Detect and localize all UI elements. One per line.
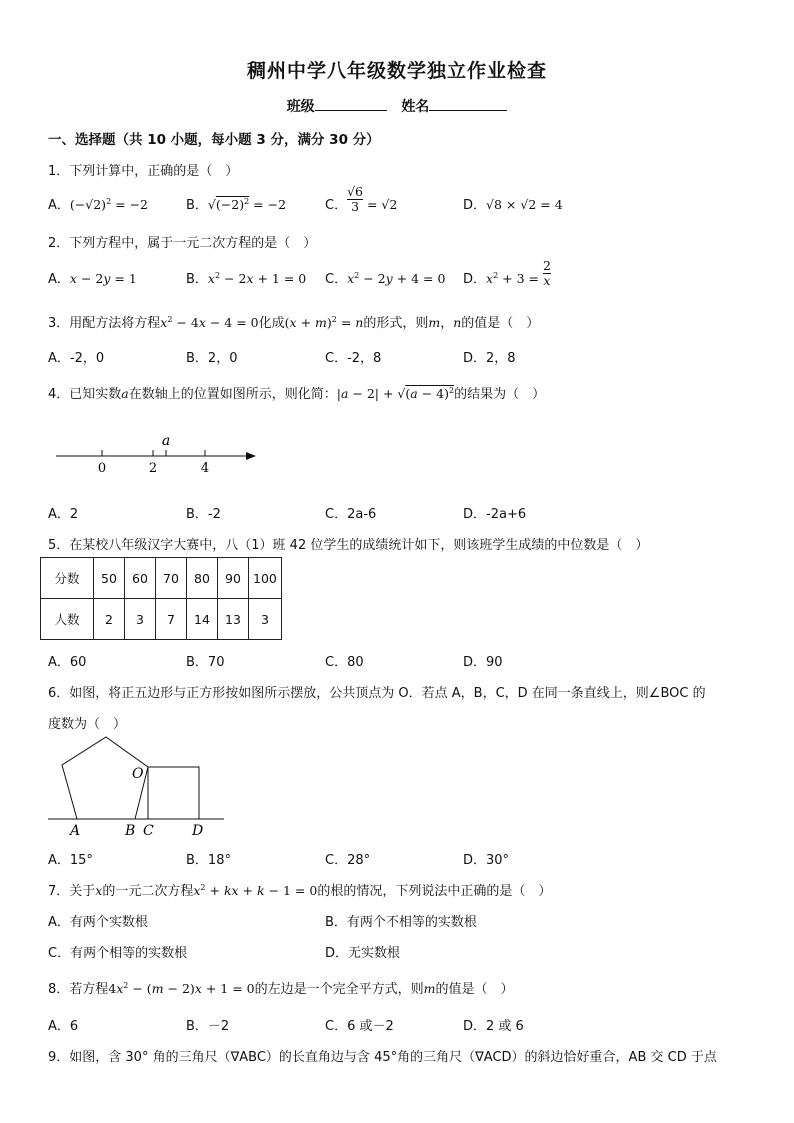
q6-option-d: D．30° — [463, 853, 510, 868]
label-a: A — [70, 823, 81, 839]
question-9-stem: 9．如图，含 30° 角的三角尺（∇ABC）的长直角边与含 45°角的三角尺（∇ACD）的斜边恰好重合，AB 交 CD 于点 — [48, 1050, 717, 1065]
class-name-line — [0, 96, 794, 116]
question-3-stem: 3．用配方法将方程$x^2 - 4x - 4 = 0$化成$(x + m)^2 = n$的形式，则m，n的值是（ ） — [48, 314, 540, 331]
section-heading: 一、选择题（共 10 小题，每小题 3 分，满分 30 分） — [48, 132, 380, 148]
table-cell: 分数 — [41, 558, 94, 599]
table-cell: 13 — [218, 599, 249, 640]
q4-option-c: C．2a-6 — [325, 507, 377, 522]
q5-option-d: D．90 — [463, 655, 503, 670]
q7-option-d: D．无实数根 — [325, 946, 401, 961]
q2-option-b: B．$x^2 - 2x + 1 = 0$ — [186, 270, 307, 287]
table-cell: 100 — [249, 558, 282, 599]
label-b: B — [125, 823, 136, 839]
question-6-stem-line2: 度数为（ ） — [48, 717, 127, 732]
table-cell: 3 — [125, 599, 156, 640]
table-cell: 3 — [249, 599, 282, 640]
number-line-figure — [50, 428, 265, 478]
table-cell: 7 — [156, 599, 187, 640]
question-8-stem: 8．若方程$4x^2 - (m - 2)x + 1 = 0$的左边是一个完全平方式，则m的值是（ ） — [48, 980, 514, 997]
q3-option-a: A．-2，0 — [48, 351, 105, 366]
table-cell: 2 — [94, 599, 125, 640]
class-label: 班级 — [286, 99, 315, 115]
q7-option-a: A．有两个实数根 — [48, 915, 148, 930]
table-row — [41, 558, 282, 599]
question-5-stem: 5．在某校八年级汉字大赛中，八（1）班 42 位学生的成绩统计如下，则该班学生成绩的中位数是（ ） — [48, 538, 649, 553]
label-d: D — [192, 823, 204, 839]
q1-option-c: C． $\frac{√6}{3}$ = √2 — [325, 184, 398, 214]
table-cell: 50 — [94, 558, 125, 599]
q1-option-b: B．$√(-2)^2 = -2$ — [186, 196, 287, 213]
q5-option-b: B．70 — [186, 655, 225, 670]
question-2-stem: 2．下列方程中，属于一元二次方程的是（ ） — [48, 236, 317, 251]
q6-option-b: B．18° — [186, 853, 231, 868]
page-title: 稠州中学八年级数学独立作业检查 — [246, 60, 547, 82]
q8-option-a: A．6 — [48, 1019, 79, 1034]
q3-option-b: B．2，0 — [186, 351, 238, 366]
pentagon-square-figure — [44, 733, 234, 841]
table-cell: 70 — [156, 558, 187, 599]
question-1-stem: 1．下列计算中，正确的是（ ） — [48, 164, 239, 179]
q8-option-c: C．6 或－2 — [325, 1019, 394, 1034]
q2-option-c: C．$x^2 - 2y + 4 = 0$ — [325, 270, 446, 287]
question-6-stem-line1: 6．如图，将正五边形与正方形按如图所示摆放，公共顶点为 O．若点 A，B，C，D 在同一条直线上，则∠BOC 的 — [48, 686, 706, 701]
question-4-stem: 4．已知实数a在数轴上的位置如图所示，则化简：$|a - 2| + √(a - 4)^2$的结果为（ ） — [48, 385, 546, 402]
label-0: 0 — [97, 461, 107, 476]
q3-option-d: D．2，8 — [463, 351, 516, 366]
table-cell: 60 — [125, 558, 156, 599]
q6-option-c: C．28° — [325, 853, 371, 868]
q4-option-a: A．2 — [48, 507, 79, 522]
name-label: 姓名 — [401, 99, 430, 115]
table-cell: 80 — [187, 558, 218, 599]
q2-option-a: A．x − 2y = 1 — [48, 271, 137, 287]
q4-option-d: D．-2a+6 — [463, 507, 527, 522]
q8-option-d: D．2 或 6 — [463, 1019, 524, 1034]
table-row — [41, 599, 282, 640]
question-7-stem: 7．关于x的一元二次方程$x^2$ + kx + k − 1 = 0的根的情况，下列说法中正确的是（ ） — [48, 882, 552, 899]
q5-option-c: C．80 — [325, 655, 364, 670]
q2-option-d: D．$x^2 + 3$ = $\frac{2}{x}$ — [463, 258, 551, 288]
square — [148, 767, 199, 819]
q7-option-c: C．有两个相等的实数根 — [48, 946, 188, 961]
label-c: C — [143, 823, 154, 839]
class-blank[interactable] — [315, 96, 387, 111]
score-table — [40, 557, 282, 640]
q5-option-a: A．60 — [48, 655, 87, 670]
number-line-arrow — [246, 452, 256, 460]
table-cell: 人数 — [41, 599, 94, 640]
q1-option-a: A．$(-√2)^2 = -2$ — [48, 196, 149, 213]
name-blank[interactable] — [429, 96, 507, 111]
q3-option-c: C．-2，8 — [325, 351, 382, 366]
table-cell: 90 — [218, 558, 249, 599]
q8-option-b: B．－2 — [186, 1019, 230, 1034]
q1-option-d: D．√8 × √2 = 4 — [463, 197, 563, 213]
q6-option-a: A．15° — [48, 853, 93, 868]
q7-option-b: B．有两个不相等的实数根 — [325, 915, 477, 930]
label-4: 4 — [200, 461, 210, 476]
label-o: O — [132, 766, 144, 782]
label-a: a — [161, 433, 171, 449]
label-2: 2 — [148, 461, 158, 476]
table-cell: 14 — [187, 599, 218, 640]
q4-option-b: B．-2 — [186, 507, 221, 522]
